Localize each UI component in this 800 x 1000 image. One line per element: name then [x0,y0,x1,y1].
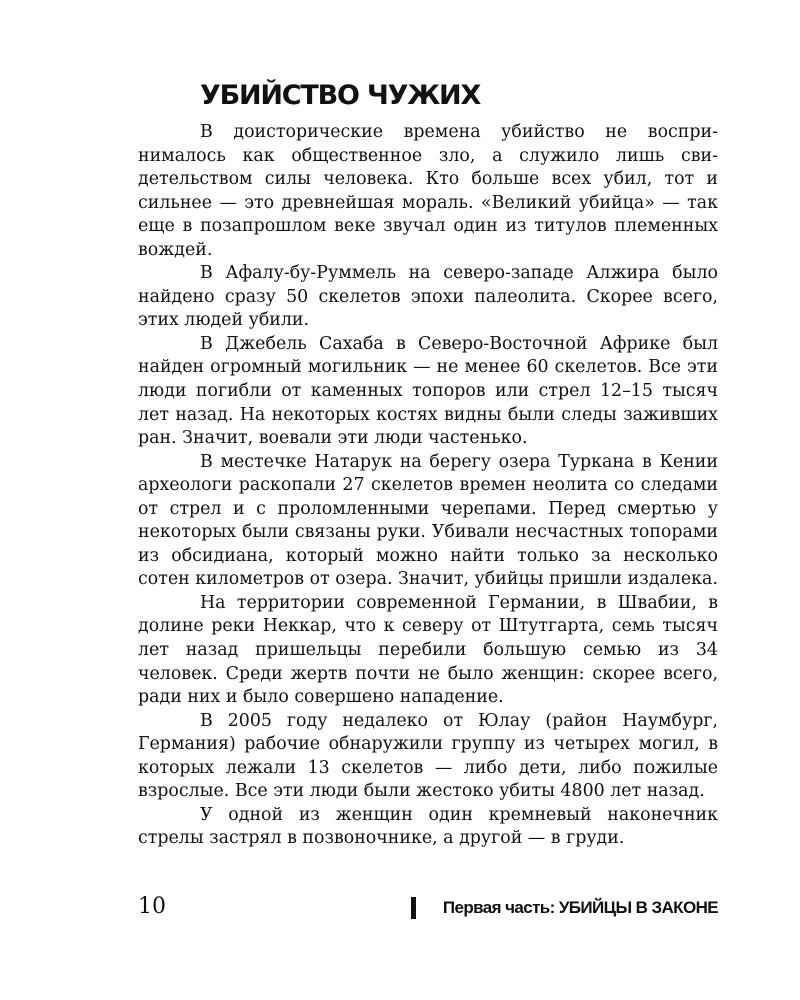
footer-divider [411,897,416,919]
page-number: 10 [138,894,166,919]
paragraph: В доисторические времена убийство не воспринималось как общественное зло, а служило лишь свидетельством силы человека. Кто больше всех убил, тот и сильнее — это древнейшая мораль. «Великий убийца» — так еще в позапрошлом веке звучал один из титулов племенных вождей. [138,122,718,260]
paragraph: На территории современной Германии, в Швабии, в долине реки Неккар, что к северу от Штутгарта, семь тысяч лет назад пришельцы перебили большую семью из 34 человек. Среди жертв почти не было женщин: скорее всего, ради них и было совершено нападение. [138,592,718,708]
page-footer [138,894,718,922]
paragraph: В местечке Натарук на берегу озера Туркана в Кении археологи раскопали 27 скелетов времен неолита со следами от стрел и с проломленными черепами. Перед смертью у некоторых были связаны руки. Убивали несчастных топорами из обсидиана, который можно найти только за несколько сотен километров от озера. Значит, убийцы пришли издалека. [138,451,718,590]
paragraph: В Джебель Сахаба в Северо-Восточной Африке был найден огромный могильник — не менее 60 скелетов. Все эти люди погибли от каменных топоров или стрел 12–15 тысяч лет назад. На некоторых костях видны были следы заживших ран. Значит, воевали эти люди частенько. [138,333,718,449]
paragraph: У одной из женщин один кремневый наконечник стрелы застрял в позвоночнике, а другой — в груди. [138,804,718,849]
paragraph: В Афалу-бу-Руммель на северо-западе Алжира было найдено сразу 50 скелетов эпохи палеолита. Скорее всего, этих людей убили. [138,263,718,331]
body-text [138,121,718,851]
paragraph: В 2005 году недалеко от Юлау (район Наумбург, Германия) рабочие обнаружили группу из четырех могил, в которых лежали 13 скелетов — либо дети, либо пожилые взрослые. Все эти люди были жестоко убиты 4800 лет назад. [138,710,718,802]
running-head: Первая часть: УБИЙЦЫ В ЗАКОНЕ [442,898,718,917]
section-heading: УБИЙСТВО ЧУЖИХ [200,80,481,111]
